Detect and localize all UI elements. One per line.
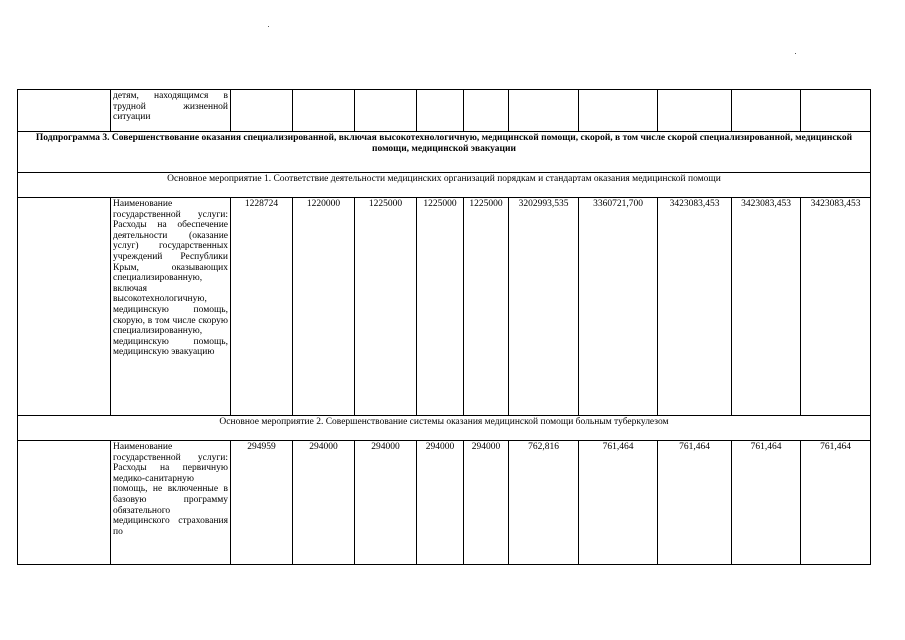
measure-row (18, 173, 871, 198)
value-cell: 294000 (464, 441, 509, 565)
service-name-cell: Наименование государственной услуги: Расходы на обеспечение деятельности (оказание услуг) государственных учреждений Республики Крым, оказывающих специализированную, включая высокотехнологичную, медицинскую помощь, скорую, в том числе скорую специализированную, медицинскую помощь, медицинскую эвакуацию (111, 198, 231, 416)
value-cell: 761,464 (579, 441, 658, 565)
table-row (18, 198, 871, 416)
service-name-cell: детям, находящимся в трудной жизненной ситуации (111, 90, 231, 132)
measure-heading: Основное мероприятие 1. Соответствие деятельности медицинских организаций порядкам и стандартам оказания медицинской помощи (18, 173, 871, 198)
value-cell: 3423083,453 (658, 198, 732, 416)
value-cell: 761,464 (658, 441, 732, 565)
value-cell: 3423083,453 (801, 198, 871, 416)
value-cell: 1225000 (355, 198, 417, 416)
scan-speck (268, 26, 269, 27)
empty-cell (18, 441, 111, 565)
value-cell (417, 90, 464, 132)
empty-cell (18, 90, 111, 132)
subprogram-heading: Подпрограмма 3. Совершенствование оказания специализированной, включая высокотехнологичную, медицинской помощи, скорой, в том числе скорой специализированной, медицинской помощи, медицинской эвакуации (18, 132, 871, 173)
value-cell: 294959 (231, 441, 293, 565)
value-cell: 1220000 (293, 198, 355, 416)
value-cell (293, 90, 355, 132)
value-cell: 1228724 (231, 198, 293, 416)
value-cell (231, 90, 293, 132)
value-cell: 294000 (355, 441, 417, 565)
empty-cell (18, 198, 111, 416)
value-cell (732, 90, 801, 132)
value-cell (509, 90, 579, 132)
value-cell: 294000 (293, 441, 355, 565)
value-cell: 761,464 (801, 441, 871, 565)
value-cell: 1225000 (464, 198, 509, 416)
table-row (18, 441, 871, 565)
value-cell (658, 90, 732, 132)
value-cell (355, 90, 417, 132)
value-cell: 3423083,453 (732, 198, 801, 416)
scan-speck (795, 53, 796, 54)
subprogram-row (18, 132, 871, 173)
value-cell: 294000 (417, 441, 464, 565)
value-cell: 1225000 (417, 198, 464, 416)
value-cell (579, 90, 658, 132)
value-cell: 3202993,535 (509, 198, 579, 416)
value-cell: 3360721,700 (579, 198, 658, 416)
measure-heading: Основное мероприятие 2. Совершенствование системы оказания медицинской помощи больным туберкулезом (18, 416, 871, 441)
value-cell: 761,464 (732, 441, 801, 565)
service-name-cell: Наименование государственной услуги: Расходы на первичную медико-санитарную помощь, не включенные в базовую программу обязательного медицинского страхования по (111, 441, 231, 565)
value-cell (464, 90, 509, 132)
budget-table (17, 89, 871, 565)
value-cell (801, 90, 871, 132)
table-row (18, 90, 871, 132)
value-cell: 762,816 (509, 441, 579, 565)
measure-row (18, 416, 871, 441)
